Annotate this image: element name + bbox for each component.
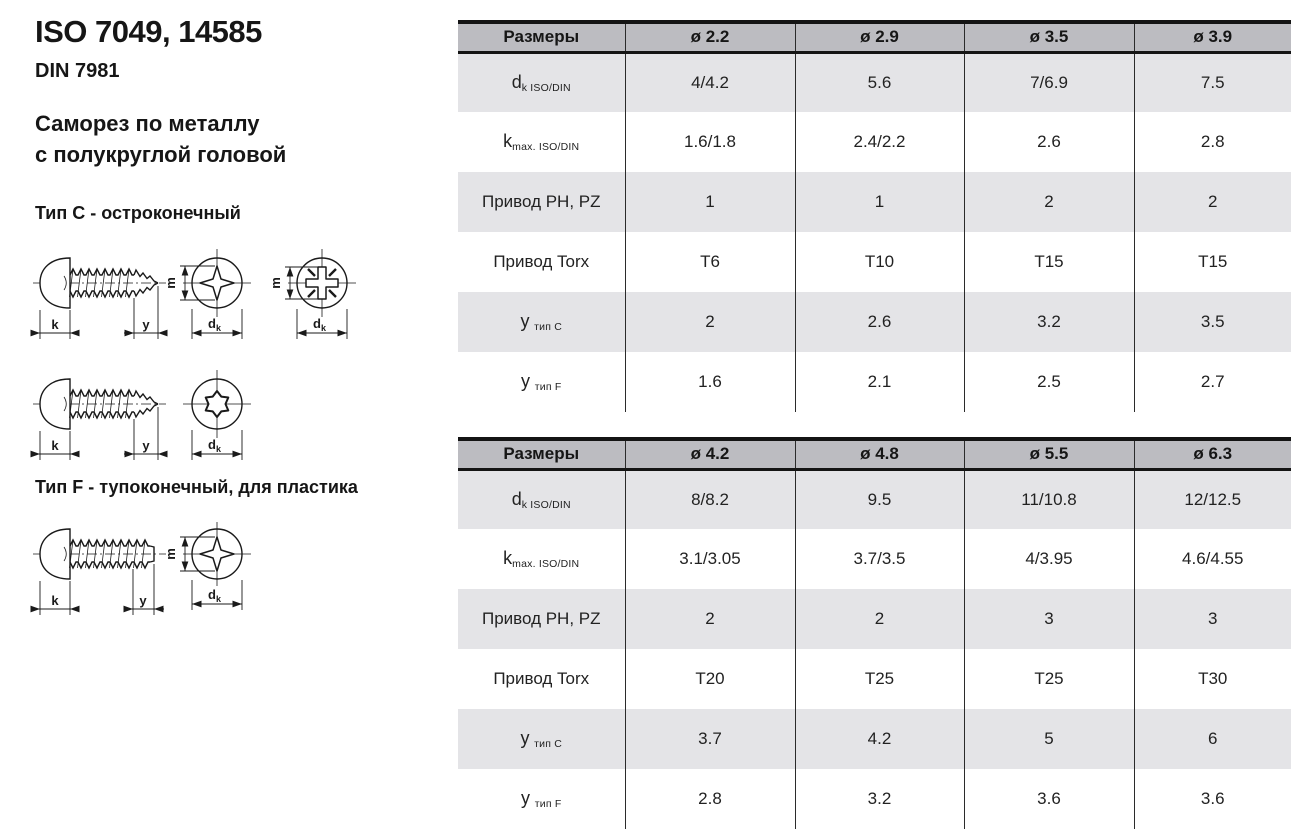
table-cell: 12/12.5 (1134, 469, 1291, 529)
row-label-main: Привод PH, PZ (481, 191, 601, 211)
table-cell: 3.1/3.05 (625, 529, 795, 589)
dim-label-d: d (313, 316, 321, 331)
dim-label-m: m (163, 548, 178, 560)
table-cell: T25 (795, 649, 964, 709)
row-label (458, 589, 625, 649)
table-row-kmax (458, 529, 1291, 589)
table-cell: T10 (795, 232, 964, 292)
row-label-sub: тип F (534, 798, 562, 810)
dim-label-d-sub: k (216, 594, 222, 604)
row-label-main: k (503, 131, 513, 151)
table-cell: 6 (1134, 709, 1291, 769)
screw-side-view-pointed (31, 258, 166, 339)
standard-subtitle: DIN 7981 (35, 60, 120, 82)
row-label-main: у (520, 311, 530, 331)
column-header-diameter: ø 3.5 (964, 22, 1134, 52)
screw-side-view-blunt (31, 529, 166, 615)
table-cell: 2.4/2.2 (795, 112, 964, 172)
dim-label-d-sub: k (216, 444, 222, 454)
table-cell: 1.6 (625, 352, 795, 412)
column-header-diameter: ø 2.2 (625, 22, 795, 52)
recess-view-torx (183, 370, 251, 460)
row-label (458, 52, 625, 112)
page-title: ISO 7049, 14585 (35, 14, 262, 49)
table-row-y-type-f (458, 352, 1291, 412)
row-label (458, 112, 625, 172)
product-description-line2: с полукруглой головой (35, 142, 287, 167)
drawing-type-f-ph (27, 521, 375, 621)
table-cell: 3.2 (795, 769, 964, 829)
dim-label-y: y (139, 593, 147, 608)
row-label-main: Привод PH, PZ (481, 608, 601, 628)
dim-label-d-sub: k (216, 323, 222, 333)
dim-label-y: y (142, 438, 150, 453)
table-header-row (458, 22, 1291, 52)
table-cell: 2.5 (964, 352, 1134, 412)
table-cell: 2.6 (795, 292, 964, 352)
table-cell: 3 (1134, 589, 1291, 649)
dim-label-d: d (208, 587, 216, 602)
recess-view-phillips (163, 522, 251, 610)
table-row-dk (458, 52, 1291, 112)
table-cell: 9.5 (795, 469, 964, 529)
dim-label-k: k (51, 438, 59, 453)
table-row-y-type-c (458, 709, 1291, 769)
row-label-main: d (511, 488, 522, 509)
table-cell: 4.2 (795, 709, 964, 769)
row-label (458, 172, 625, 232)
row-label-main: у (521, 788, 531, 808)
screw-side-view-pointed (31, 379, 166, 460)
table-cell: 2.6 (964, 112, 1134, 172)
table-cell: 5 (964, 709, 1134, 769)
table-cell: 3.6 (964, 769, 1134, 829)
column-header-sizes: Размеры (458, 439, 625, 469)
table-cell: 2.8 (1134, 112, 1291, 172)
table-cell: T25 (964, 649, 1134, 709)
column-header-diameter: ø 2.9 (795, 22, 964, 52)
table-cell: T15 (1134, 232, 1291, 292)
table-cell: 3.2 (964, 292, 1134, 352)
table-cell: 2 (625, 589, 795, 649)
row-label (458, 649, 625, 709)
row-label (458, 469, 625, 529)
drawing-type-c-ph-pz (27, 240, 375, 352)
row-label (458, 529, 625, 589)
dim-label-d: d (208, 316, 216, 331)
table-cell: 4/3.95 (964, 529, 1134, 589)
table-row-drive-ph-pz (458, 589, 1291, 649)
table-header-row (458, 439, 1291, 469)
size-table-large-diameters (458, 437, 1291, 829)
row-label-sub: max. ISO/DIN (512, 558, 580, 570)
table-row-drive-torx (458, 649, 1291, 709)
column-header-sizes: Размеры (458, 22, 625, 52)
column-header-diameter: ø 4.8 (795, 439, 964, 469)
row-label (458, 292, 625, 352)
table-cell: 1.6/1.8 (625, 112, 795, 172)
table-cell: 5.6 (795, 52, 964, 112)
product-description-line1: Саморез по металлу (35, 111, 260, 136)
row-label-sub: тип F (534, 381, 562, 393)
row-label-sub: k ISO/DIN (521, 498, 571, 511)
dim-label-d-sub: k (321, 323, 327, 333)
table-cell: 7.5 (1134, 52, 1291, 112)
table-cell: T15 (964, 232, 1134, 292)
column-header-diameter: ø 6.3 (1134, 439, 1291, 469)
row-label-sub: тип C (534, 321, 563, 333)
table-cell: 3.6 (1134, 769, 1291, 829)
type-f-heading: Тип F - тупоконечный, для пластика (35, 477, 358, 497)
row-label-main: d (511, 71, 522, 92)
table-row-dk (458, 469, 1291, 529)
table-cell: 2.1 (795, 352, 964, 412)
drawing-type-c-torx (27, 357, 375, 469)
table-cell: T6 (625, 232, 795, 292)
dim-label-y: y (142, 317, 150, 332)
table-cell: 7/6.9 (964, 52, 1134, 112)
size-table-small-diameters (458, 20, 1291, 412)
row-label-sub: max. ISO/DIN (512, 141, 580, 153)
table-cell: 1 (795, 172, 964, 232)
table-cell: 4/4.2 (625, 52, 795, 112)
table-cell: T20 (625, 649, 795, 709)
column-header-diameter: ø 5.5 (964, 439, 1134, 469)
table-cell: 3.7 (625, 709, 795, 769)
row-label-main: Привод Torx (493, 251, 590, 271)
row-label-main: k (503, 548, 513, 568)
product-description (35, 108, 286, 170)
table-row-drive-torx (458, 232, 1291, 292)
table-cell: 3.5 (1134, 292, 1291, 352)
recess-view-phillips (163, 249, 251, 339)
table-cell: T30 (1134, 649, 1291, 709)
type-c-heading: Тип C - остроконечный (35, 203, 241, 223)
table-cell: 3.7/3.5 (795, 529, 964, 589)
table-cell: 2 (625, 292, 795, 352)
row-label (458, 769, 625, 829)
table-cell: 2 (964, 172, 1134, 232)
dim-label-k: k (51, 317, 59, 332)
table-cell: 2 (795, 589, 964, 649)
row-label (458, 709, 625, 769)
dim-label-d: d (208, 437, 216, 452)
table-cell: 11/10.8 (964, 469, 1134, 529)
row-label-main: у (521, 371, 531, 391)
table-row-y-type-c (458, 292, 1291, 352)
table-cell: 2 (1134, 172, 1291, 232)
row-label-main: Привод Torx (493, 668, 590, 688)
table-cell: 3 (964, 589, 1134, 649)
table-cell: 4.6/4.55 (1134, 529, 1291, 589)
column-header-diameter: ø 4.2 (625, 439, 795, 469)
dim-label-m: m (163, 277, 178, 289)
row-label-sub: k ISO/DIN (521, 81, 571, 94)
table-row-kmax (458, 112, 1291, 172)
dim-label-k: k (51, 593, 59, 608)
row-label-sub: тип C (534, 738, 563, 750)
table-cell: 8/8.2 (625, 469, 795, 529)
row-label-main: у (520, 728, 530, 748)
recess-view-pozidriv (268, 249, 356, 339)
table-row-y-type-f (458, 769, 1291, 829)
column-header-diameter: ø 3.9 (1134, 22, 1291, 52)
table-row-drive-ph-pz (458, 172, 1291, 232)
table-cell: 2.7 (1134, 352, 1291, 412)
dim-label-m: m (268, 277, 283, 289)
table-cell: 2.8 (625, 769, 795, 829)
row-label (458, 352, 625, 412)
row-label (458, 232, 625, 292)
table-cell: 1 (625, 172, 795, 232)
